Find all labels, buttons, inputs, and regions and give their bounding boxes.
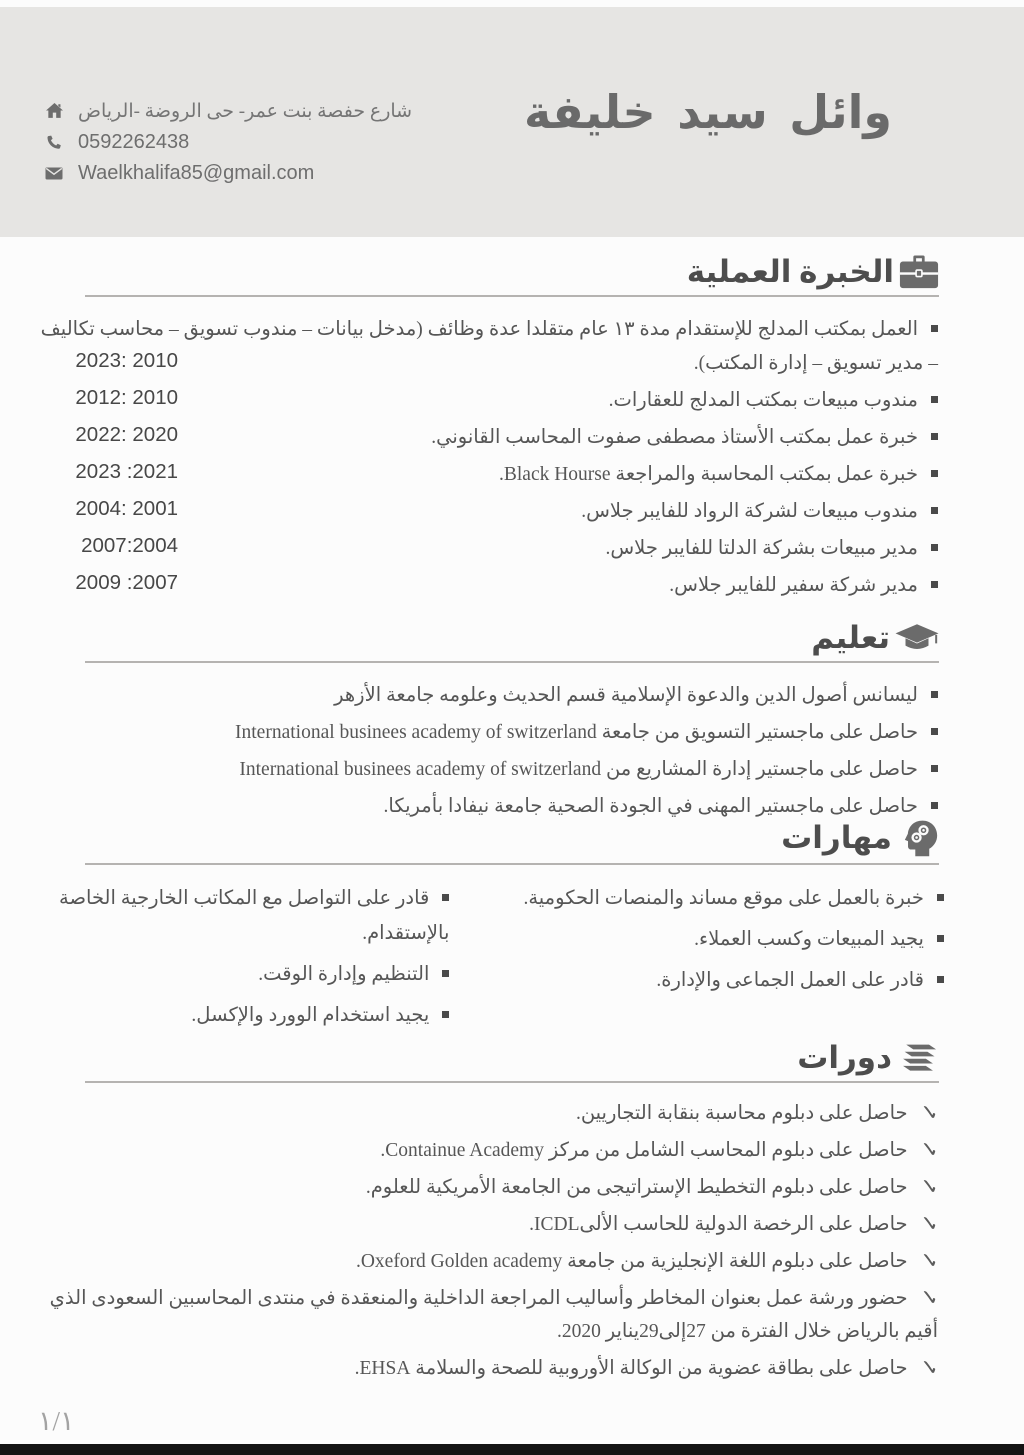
bullet-icon [937,976,944,983]
education-item-text: حاصل على ماجستير المهنى في الجودة الصحية جامعة نيفادا بأمريكا. [383,796,918,817]
header-band [0,7,1024,237]
bullet-icon [931,507,938,514]
bullet-icon [931,433,938,440]
education-item [30,679,938,713]
courses-header [0,1040,1024,1076]
address-text: شارع حفصة بنت عمر- حى الروضة -الرياض [78,100,413,122]
bullet-icon [931,470,938,477]
contact-email-row [44,161,412,185]
experience-item [30,569,938,603]
contact-phone-row [44,130,412,154]
course-item [40,1134,938,1167]
checkmark-icon: ✓ [919,1138,938,1163]
briefcase-icon [898,254,940,290]
experience-item-date: 2007:2004 [81,534,178,557]
experience-title: الخبرة العملية [686,254,894,289]
course-item-text: حضور ورشة عمل بعنوان المخاطر وأساليب المراجعة الداخلية والمنعقدة في منتدى المحاسبين السعودى الذي أقيم بالرياض خلال الفترة من 27إلى29يناير 2020. [49,1288,938,1342]
bullet-icon [442,894,449,901]
skill-item [28,957,449,992]
course-item-text: حاصل على بطاقة عضوية من الوكالة الأوروبية للصحة والسلامة EHSA. [354,1358,908,1379]
experience-item-date: 2004: 2001 [75,497,178,520]
skill-item [449,922,944,957]
experience-item-text: مندوب مبيعات بمكتب المدلج للعقارات. [608,390,918,411]
experience-list [0,297,1024,603]
course-item [40,1208,938,1241]
checkmark-icon: ✓ [919,1101,938,1126]
course-item [40,1352,938,1385]
experience-item [30,495,938,529]
course-item [40,1171,938,1204]
experience-item-date: 2023 :2021 [75,460,178,483]
education-item-text: حاصل على ماجستير التسويق من جامعة International businees academy of switzerland [235,722,918,743]
experience-item-text: خبرة عمل بمكتب المحاسبة والمراجعة Black Hourse. [498,464,918,485]
courses-title: دورات [797,1040,892,1075]
page-number: ١/١ [38,1406,75,1436]
bullet-icon [931,728,938,735]
education-header [0,620,1024,656]
course-item [40,1245,938,1278]
phone-text: 0592262438 [78,130,190,153]
skill-item-text: قادر على العمل الجماعى والإدارة. [656,970,924,991]
skills-columns [0,865,1024,1039]
bullet-icon [931,544,938,551]
skill-item [449,881,944,916]
email-text: Waelkhalifa85@gmail.com [78,161,315,184]
section-skills [0,818,1024,1039]
course-item-text: حاصل على دبلوم محاسبة بنقابة التجاريين. [575,1103,908,1124]
bullet-icon [931,581,938,588]
education-list [0,663,1024,824]
skills-column-right [449,881,944,1039]
bullet-icon [442,970,449,977]
bottom-scan-bar [0,1444,1024,1455]
course-item-text: حاصل على دبلوم التخطيط الإستراتيجى من الجامعة الأمريكية للعلوم. [365,1177,908,1198]
checkmark-icon: ✓ [919,1286,938,1311]
experience-item-date: 2022: 2020 [75,423,178,446]
bullet-icon [931,325,938,332]
education-item [30,753,938,787]
experience-item [30,421,938,455]
course-item-text: حاصل على دبلوم المحاسب الشامل من مركز Containue Academy. [380,1140,908,1161]
experience-header [0,254,1024,290]
course-item [40,1097,938,1130]
skill-item-text: التنظيم وإدارة الوقت. [258,964,430,985]
checkmark-icon: ✓ [919,1356,938,1381]
experience-item-text: مندوب مبيعات لشركة الرواد للفايبر جلاس. [581,501,918,522]
head-gears-icon [902,818,940,858]
person-name: وائل سيد خليفة [524,87,892,138]
education-item [30,716,938,750]
graduation-cap-icon [894,622,940,654]
skill-item-text: يجيد المبيعات وكسب العملاء. [694,929,924,950]
experience-item [30,313,938,381]
checkmark-icon: ✓ [919,1249,938,1274]
home-icon [44,103,64,119]
experience-item [30,532,938,566]
education-title: تعليم [811,620,890,655]
education-item-text: حاصل على ماجستير إدارة المشاريع من International businees academy of switzerland [239,759,918,780]
section-education [0,620,1024,827]
skill-item-text: يجيد استخدام الوورد والإكسل. [191,1005,430,1026]
bullet-icon [442,1011,449,1018]
experience-item-text: مدير مبيعات بشركة الدلتا للفايبر جلاس. [605,538,918,559]
bullet-icon [937,935,944,942]
skills-header [0,818,1024,858]
course-item-text: حاصل على الرخصة الدولية للحاسب الألىICDL. [529,1214,908,1235]
courses-list [0,1083,1024,1385]
skills-title: مهارات [781,820,892,855]
email-icon [44,167,64,180]
experience-item-text: خبرة عمل بمكتب الأستاذ مصطفى صفوت المحاسب القانوني. [431,427,918,448]
skill-item [28,998,449,1033]
experience-item-text: العمل بمكتب المدلج للإستقدام مدة ١٣ عام متقلدا عدة وظائف (مدخل بيانات – مندوب تسويق – محاسب تكاليف – مدير تسويق – إدارة المكتب). [40,319,938,374]
books-icon [896,1040,940,1076]
bullet-icon [931,396,938,403]
checkmark-icon: ✓ [919,1175,938,1200]
bullet-icon [937,894,944,901]
experience-item [30,384,938,418]
skill-item-text: قادر على التواصل مع المكاتب الخارجية الخاصة بالإستقدام. [59,888,450,944]
bullet-icon [931,691,938,698]
section-courses [0,1040,1024,1389]
experience-item [30,458,938,492]
checkmark-icon: ✓ [919,1212,938,1237]
experience-item-date: 2009 :2007 [75,571,178,594]
experience-item-date: 2023: 2010 [75,349,178,372]
bullet-icon [931,765,938,772]
skill-item [28,881,449,951]
education-item-text: ليسانس أصول الدين والدعوة الإسلامية قسم الحديث وعلومه جامعة الأزهر [334,685,918,706]
contact-block [44,99,412,185]
skill-item-text: خبرة بالعمل على موقع مساند والمنصات الحكومية. [523,888,924,909]
phone-icon [44,134,64,150]
contact-address-row [44,99,412,123]
course-item [40,1282,938,1348]
section-experience [0,254,1024,606]
experience-item-text: مدير شركة سفير للفايبر جلاس. [669,575,918,596]
course-item-text: حاصل على دبلوم اللغة الإنجليزية من جامعة Oxeford Golden academy. [355,1251,908,1272]
experience-item-date: 2012: 2010 [75,386,178,409]
skill-item [449,963,944,998]
skills-column-left [28,881,449,1039]
bullet-icon [931,802,938,809]
